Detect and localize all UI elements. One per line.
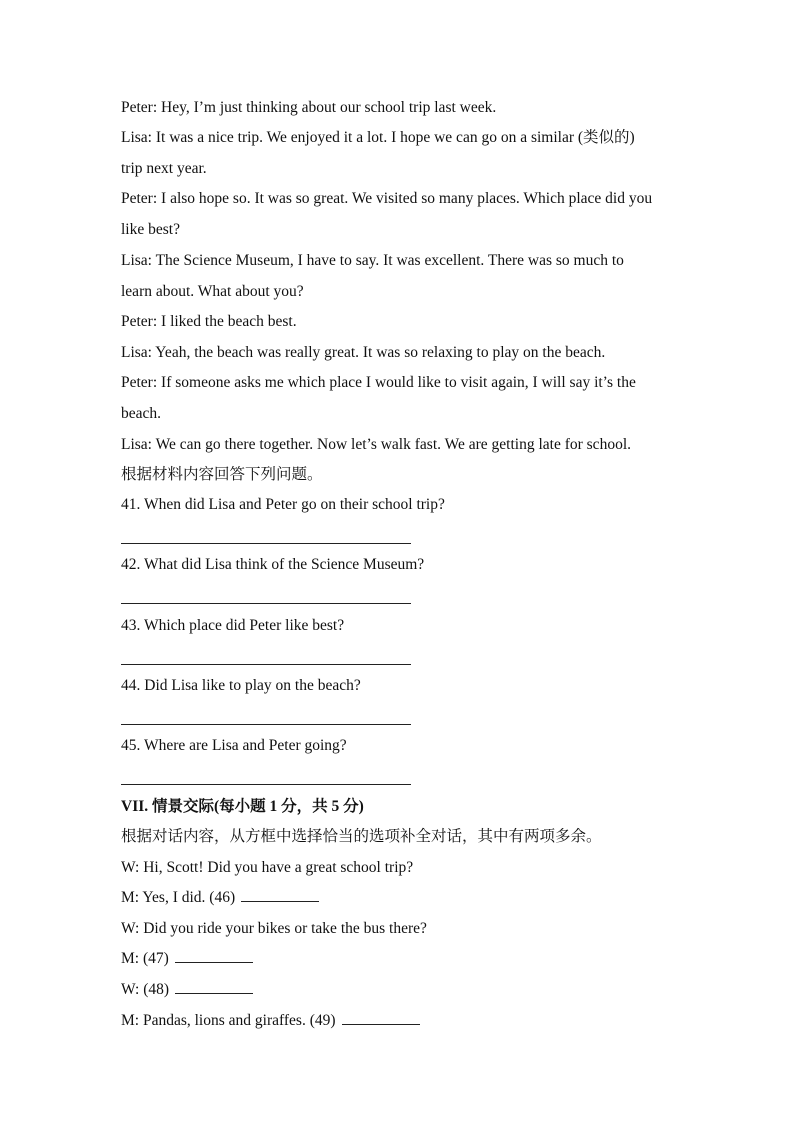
conversation-text: W: Hi, Scott! Did you have a great school trip? — [121, 859, 414, 876]
dialogue-line: trip next year. — [121, 160, 207, 177]
dialogue-line: Lisa: We can go there together. Now let’s walk fast. We are getting late for school. — [121, 436, 631, 453]
blank-47[interactable] — [175, 948, 253, 963]
conversation-line-w1 — [121, 857, 690, 879]
questions-instruction: 根据材料内容回答下列问题。 — [121, 466, 323, 483]
dialogue-line: Peter: I liked the beach best. — [121, 313, 297, 330]
conversation-text: M: Yes, I did. (46) — [121, 889, 236, 906]
dialogue-line: Lisa: Yeah, the beach was really great. It was so relaxing to play on the beach. — [121, 344, 606, 361]
conversation-text: W: (48) — [121, 981, 170, 998]
dialogue-line: Peter: I also hope so. It was so great. We visited so many places. Which place did you — [121, 190, 653, 207]
answer-line-41[interactable] — [121, 543, 411, 544]
question-42: 42. What did Lisa think of the Science Museum? — [121, 556, 425, 573]
conversation-line-49 — [121, 1010, 690, 1032]
conversation-text: M: (47) — [121, 950, 169, 967]
conversation-text: M: Pandas, lions and giraffes. (49) — [121, 1012, 336, 1029]
answer-line-45[interactable] — [121, 784, 411, 785]
dialogue-line: learn about. What about you? — [121, 283, 304, 300]
conversation-line-46 — [121, 887, 690, 909]
blank-46[interactable] — [241, 887, 319, 902]
question-43: 43. Which place did Peter like best? — [121, 617, 345, 634]
conversation-text: W: Did you ride your bikes or take the bus there? — [121, 920, 427, 937]
question-44: 44. Did Lisa like to play on the beach? — [121, 677, 361, 694]
dialogue-line: Peter: If someone asks me which place I would like to visit again, I will say it’s the — [121, 374, 636, 391]
question-45: 45. Where are Lisa and Peter going? — [121, 737, 347, 754]
blank-49[interactable] — [342, 1010, 420, 1025]
dialogue-line: Peter: Hey, I’m just thinking about our school trip last week. — [121, 99, 497, 116]
question-41: 41. When did Lisa and Peter go on their school trip? — [121, 496, 445, 513]
dialogue-line: like best? — [121, 221, 180, 238]
conversation-line-47 — [121, 948, 690, 970]
answer-line-43[interactable] — [121, 664, 411, 665]
conversation-line-48 — [121, 979, 690, 1001]
section-title: VII. 情景交际(每小题 1 分，共 5 分) — [121, 798, 364, 815]
section-instruction: 根据对话内容，从方框中选择恰当的选项补全对话，其中有两项多余。 — [121, 828, 602, 845]
blank-48[interactable] — [175, 979, 253, 994]
answer-line-42[interactable] — [121, 603, 411, 604]
dialogue-line: beach. — [121, 405, 162, 422]
dialogue-line: Lisa: It was a nice trip. We enjoyed it a lot. I hope we can go on a similar (类似的) — [121, 129, 635, 146]
conversation-line-w2 — [121, 918, 690, 940]
answer-line-44[interactable] — [121, 724, 411, 725]
dialogue-line: Lisa: The Science Museum, I have to say. It was excellent. There was so much to — [121, 252, 624, 269]
